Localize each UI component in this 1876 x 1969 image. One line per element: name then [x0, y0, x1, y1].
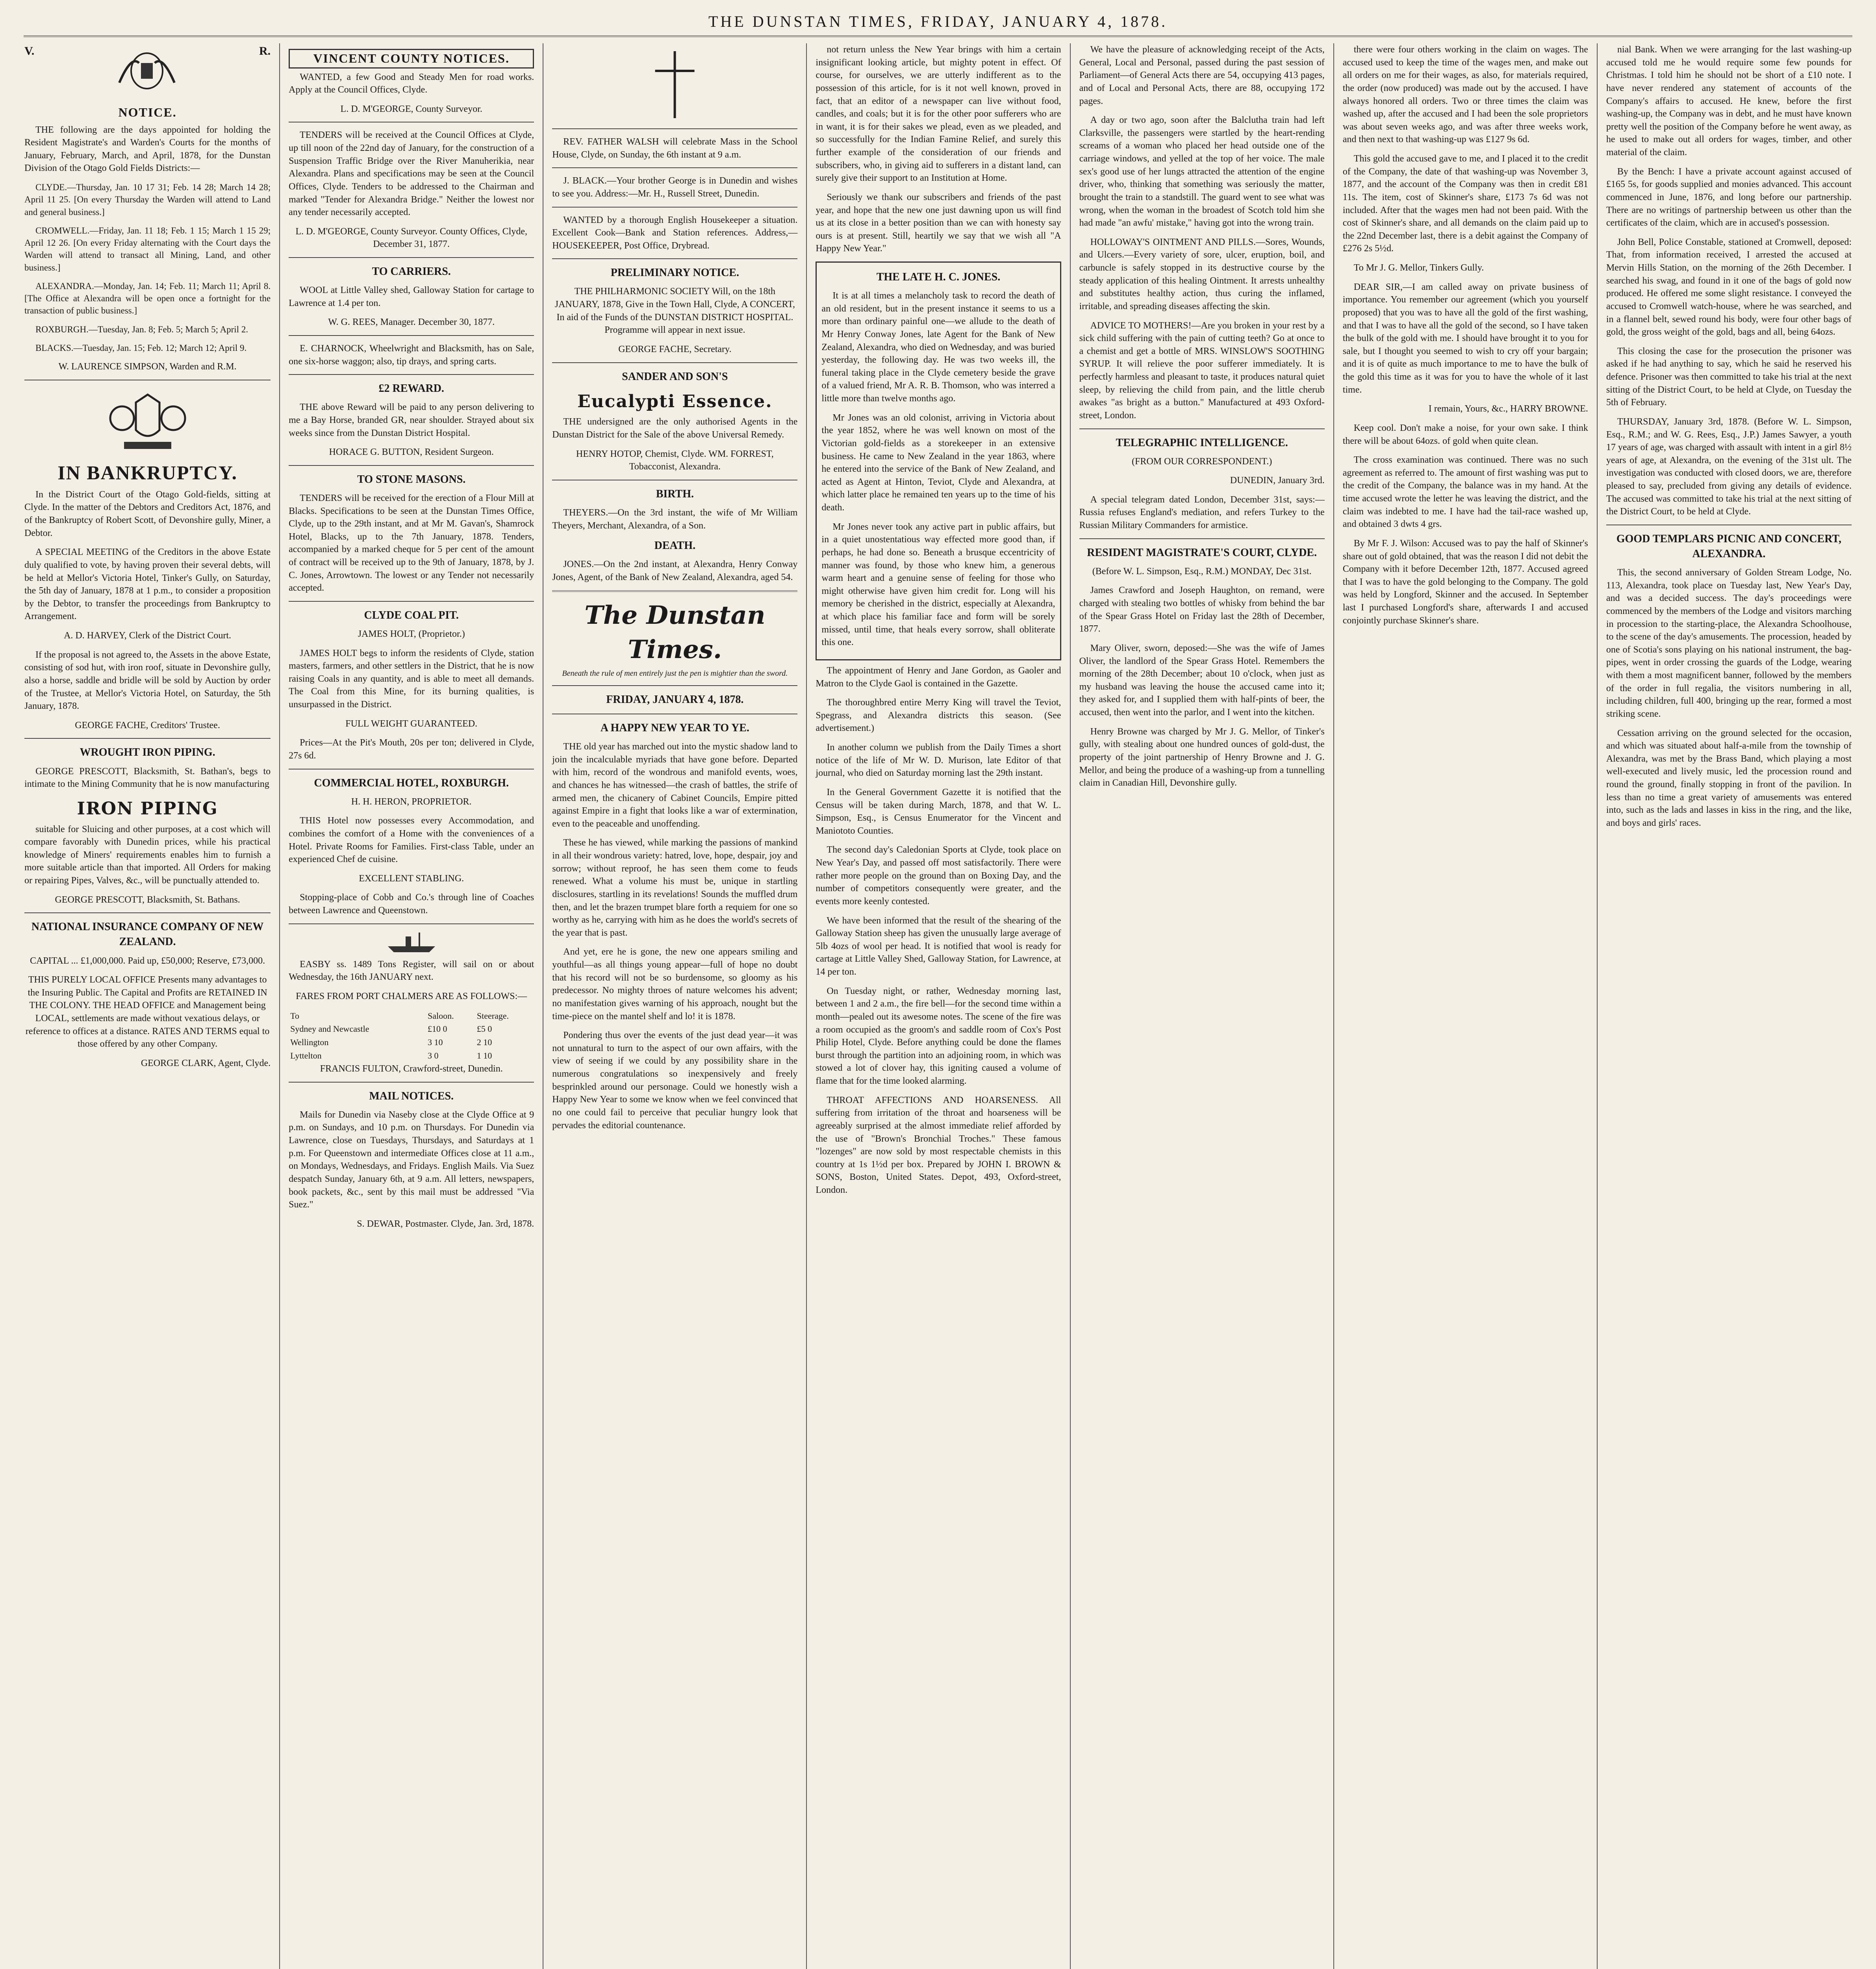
insurance-head: NATIONAL INSURANCE COMPANY OF NEW ZEALAND. — [31, 921, 264, 948]
iron-piping-body: GEORGE PRESCOTT, Blacksmith, St. Bathan's, begs to intimate to the Mining Community that he is now manufacturing — [24, 766, 271, 790]
iron-piping-head: WROUGHT IRON PIPING. — [80, 746, 215, 759]
schedule-cromwell: CROMWELL.—Friday, Jan. 11 18; Feb. 1 15; March 1 15 29; April 12 26. [On every Friday alternating with the Court days the Warden will attend to transact all Mining, Land, and other business.] — [24, 225, 271, 273]
bankruptcy-sale: If the proposal is not agreed to, the Assets in the above Estate, consisting of sod hut, with iron roof, situate in Devonshire gully, also a horse, saddle and bridle will be sold by Auction by order of the Trustee, at Mellor's Victoria Hotel, on Saturday, the 5th January, 1878. — [24, 649, 271, 712]
sander-big: Eucalypti Essence. — [577, 391, 773, 412]
fares-row — [289, 1036, 534, 1049]
telegraphic-date: DUNEDIN, January 3rd. — [1230, 475, 1325, 486]
telegraphic-body: A special telegram dated London, December 31st, says:— Russia refuses England's mediation, and refers Turkey to the Russian Military Commanders for armistice. — [1079, 494, 1325, 531]
birth-head: BIRTH. — [656, 488, 694, 500]
mail-body: Mails for Dunedin via Naseby close at the Clyde Office at 9 p.m. on Sundays, and 10 p.m. on Thursdays. For Dunedin via Lawrence, close on Tuesdays, Thursdays, and Saturdays at 1 p.m. For Queenstown and intermediate Offices close at 11 a.m., on Mondays, Wednesdays, and Fridays. English Mails. Via Suez despatch Sunday, January 6th, at 9 a.m. All letters, newspapers, book packets, &c., sent by this mail must be addressed "Via Suez." — [289, 1109, 534, 1210]
fares-cell: Wellington — [290, 1037, 329, 1048]
editorial-head: A HAPPY NEW YEAR TO YE. — [600, 721, 749, 734]
bankruptcy-trustee: GEORGE FACHE, Creditors' Trustee. — [75, 720, 220, 730]
hotel-body: THIS Hotel now possesses every Accommodation, and combines the comfort of a Home with the conveniences of a Hotel. Private Rooms for Families. First-class Table, under an experienced Chef de cuisine. — [289, 816, 534, 865]
mail-sign: S. DEWAR, Postmaster. Clyde, Jan. 3rd, 1878. — [357, 1218, 534, 1229]
templars-para: Cessation arriving on the ground selected for the occasion, and which was situated about half-a-mile from the township of Alexandra, was met by the Brass Band, which playing a most well-executed and lively music, led the procession round and round the ground, finally stopping in front of the pavilion. In less than no time a great variety of amusements was entered into, such as the lads and lasses in kiss in the ring, and the like, and boys and girls' races. — [1606, 728, 1852, 828]
fares-cell: 2 10 — [476, 1037, 492, 1048]
bridge-tenders: TENDERS will be received at the Council Offices at Clyde, up till noon of the 22nd day of January, for the construction of a Suspension Traffic Bridge over the River Manuherikia, near Alexandra. Plans and specifications may be seen at the Council Offices, Clyde. Tenders to be addressed to the Chairman and marked "Tender for Alexandra Bridge." Neither the lowest nor any tender necessarily accepted. — [289, 130, 534, 218]
news-para: THROAT AFFECTIONS AND HOARSENESS. All suffering from irritation of the throat and hoarseness will be agreeably surprised at the almost immediate relief afforded by the use of "Brown's Bronchial Troches." These famous "lozenges" are now sold by most respectable chemists in this country at 1s 1½d per box. Prepared by JOHN I. BROWN & SONS, Boston, United States. Depot, 493, Oxford-street, London. — [816, 1095, 1061, 1196]
vr-right: R. — [259, 44, 271, 57]
telegraphic-sub: (FROM OUR CORRESPONDENT.) — [1132, 456, 1272, 467]
hotel-stabling: EXCELLENT STABLING. — [359, 873, 464, 884]
reward-head: £2 REWARD. — [378, 382, 444, 395]
carriers-body: WOOL at Little Valley shed, Galloway Station for cartage to Lawrence at 1.4 per ton. — [289, 285, 534, 308]
reward-sign: HORACE G. BUTTON, Resident Surgeon. — [329, 447, 494, 458]
holloway-ad: HOLLOWAY'S OINTMENT AND PILLS.—Sores, Wounds, and Ulcers.—Every variety of sore, ulcer, eruption, boil, and carbuncle is safely stopped in its destructive course by the steady application of this healing Ointment. It arrests unhealthy and substitutes healthy action, thus curing the inflamed, irritable, and spreading diseases affecting the skin. — [1079, 237, 1325, 311]
court-para: This closing the case for the prosecution the prisoner was asked if he had anything to say, which he said he reserved his defence. Prisoner was then committed to take his trial at the next sitting of the District Court, to be held at Clyde, on Tuesday the 5th of February. — [1606, 346, 1852, 408]
carriers-head: TO CARRIERS. — [372, 265, 451, 278]
wanted-men-sign: L. D. M'GEORGE, County Surveyor. — [340, 104, 482, 114]
charnock-ad: E. CHARNOCK, Wheelwright and Blacksmith, has on Sale, one six-horse waggon; also, tip drays, and spring carts. — [289, 343, 534, 367]
column-4 — [806, 43, 1070, 1969]
bankruptcy-sign: A. D. HARVEY, Clerk of the District Court. — [64, 630, 232, 641]
jones-para: It is at all times a melancholy task to record the death of an old resident, but in the present instance it seems to us a more than ordinary painful one—we allude to the death of Mr Henry Conway Jones, late Agent for the Bank of New Zealand, Alexandra, who died on Wednesday, and was buried yesterday, the following day. He was two weeks ill, the funeral taking place in the Clyde cemetery beside the grave of a valued friend, Mr A. R. B. Thomson, who was interred a little more than twelve months ago. — [821, 291, 1055, 404]
hotel-coaches: Stopping-place of Cobb and Co.'s through line of Coaches between Lawrence and Queenstown. — [289, 892, 534, 916]
column-1 — [16, 43, 279, 1969]
news-para: In another column we publish from the Daily Times a short notice of the life of Mr W. D. Murison, late Editor of that journal, who died on Saturday morning last the 29th instant. — [816, 742, 1061, 779]
bridge-tenders-sign: L. D. M'GEORGE, County Surveyor. County Offices, Clyde, December 31, 1877. — [295, 226, 527, 250]
column-6 — [1333, 43, 1597, 1969]
vincent-section-title: VINCENT COUNTY NOTICES. — [289, 49, 534, 69]
fares-sign: FRANCIS FULTON, Crawford-street, Dunedin. — [320, 1064, 503, 1074]
bankruptcy-body: In the District Court of the Otago Gold-fields, sitting at Clyde. In the matter of the Debtors and Creditors Act, 1876, and of the Bankruptcy of Robert Scott, of Devonshire gully, Miner, a Debtor. — [24, 489, 271, 538]
preliminary-head: PRELIMINARY NOTICE. — [610, 267, 739, 279]
fares-header-row — [289, 1009, 534, 1023]
news-para: We have been informed that the result of the shearing of the Galloway Station sheep has given the unusually large average of 5lb 4ozs of wool per head. It is notified that wool is ready for cartage at Little Valley Shed, Galloway Station, for Lawrence, at 14 per ton. — [816, 915, 1061, 977]
news-para: The second day's Caledonian Sports at Clyde, took place on New Year's Day, and passed off most satisfactorily. There were rather more people on the ground than on Boxing Day, and the number of competitors consequently were greater, and the events more keenly contested. — [816, 845, 1061, 907]
mothers-ad: ADVICE TO MOTHERS!—Are you broken in your rest by a sick child suffering with the pain of cutting teeth? Go at once to a chemist and get a bottle of MRS. WINSLOW'S SOOTHING SYRUP. It will relieve the poor sufferer immediately. It is perfectly harmless and pleasant to taste, it produces natural quiet sleep, by relieving the child from pain, and the little cherub awakes "as bright as a button." Manufactured at 493 Oxford-street, London. — [1079, 320, 1325, 421]
editorial-continued: not return unless the New Year brings with him a certain insignificant looking article, but mighty potent in effect. Of course, for ourselves, we are utterly indifferent as to the possession of this article, for is it not well known, proved in fact, that an editor of a newspaper can live without food, candles, and coals; but it is for the other poor sufferers who are in want, it is for their sakes we plead, even as we pleaded, and so successfully for the Indian Famine Relief, and surely this further example of the consideration of our friends and subscribers, who, in giving aid to sufferers in a distant land, can surely give their support to an Institution at Home. — [816, 44, 1061, 184]
sander-body: THE undersigned are the only authorised Agents in the Dunstan District for the Sale of the above Universal Remedy. — [552, 417, 798, 440]
date-line: FRIDAY, JANUARY 4, 1878. — [606, 693, 744, 706]
iron-piping-big: IRON PIPING — [77, 798, 218, 819]
black-notice: J. BLACK.—Your brother George is in Dunedin and wishes to see you. Address:—Mr. H., Russell Street, Dunedin. — [552, 176, 798, 199]
paper-title: The Dunstan Times. — [584, 600, 766, 664]
templars-head: GOOD TEMPLARS PICNIC AND CONCERT, ALEXANDRA. — [1616, 532, 1842, 560]
fares-cell: £10 0 — [427, 1024, 447, 1034]
page-columns — [16, 43, 1860, 1969]
news-para: On Tuesday night, or rather, Wednesday morning last, between 1 and 2 a.m., the fire bell—for the second time within a month—pealed out its awesome notes. The scene of the fire was a room occupied as the groom's and saddle room of Cox's Post Philip Hotel, Clyde. Before anything could be done the flames burst through the partition into an adjoining room, in which was stowed a lot of clover hay, this igniting caused a volume of flame that for the time looked alarming. — [816, 986, 1061, 1086]
father-walsh-notice: REV. FATHER WALSH will celebrate Mass in the School House, Clyde, on Sunday, the 6th instant at 9 a.m. — [552, 137, 798, 160]
jones-obituary — [816, 261, 1061, 660]
insurance-sign: GEORGE CLARK, Agent, Clyde. — [141, 1058, 271, 1068]
fares-head: FARES FROM PORT CHALMERS ARE AS FOLLOWS:— — [296, 991, 527, 1001]
fares-cell: £5 0 — [476, 1024, 492, 1034]
fares-cell: 1 10 — [476, 1051, 492, 1061]
court-para: Mary Oliver, sworn, deposed:—She was the wife of James Oliver, the landlord of the Spear Grass Hotel. Remembers the morning of the 28th December; about 10 o'clock, when just as my husband was leaving the house the accused came into it; they asked for, and I supplied them with half-pints of beer, the accused, then went into the parlor, and I went into the kitchen. — [1079, 643, 1325, 718]
hotel-sub: H. H. HERON, PROPRIETOR. — [351, 796, 472, 807]
fares-cell: 3 10 — [427, 1037, 443, 1048]
mail-head: MAIL NOTICES. — [369, 1090, 454, 1102]
templars-para: This, the second anniversary of Golden Stream Lodge, No. 113, Alexandra, took place on Tuesday last, New Year's Day, and was a decided success. The day's proceedings were commenced by the members of the Lodge and visitors marching in procession to the starting-place, the Alexandra Schoolhouse, to the scene of the day's amusements. The procession, headed by one of Scotia's sons playing on his national instrument, the bag-pipes, went in order crossing the guards of the Lodge, wearing with them a most magnificent banner, followed by the members of the order in full regalia, the visitors numbering in all, including children, full 400, bringing up the rear, formed a most striking scene. — [1606, 567, 1852, 719]
fares-col-to: To — [290, 1010, 300, 1021]
editorial-closing: Seriously we thank our subscribers and friends of the past year, and hope that the new one just dawning upon us will find us at its close in a better position than we can with honesty say ours is at present. Still, heartily we say that we wish all "A Happy New Year." — [816, 192, 1061, 254]
jones-head: THE LATE H. C. JONES. — [876, 271, 1001, 283]
news-para: The thoroughbred entire Merry King will travel the Teviot, Spegrass, and Alexandra districts this season. (See advertisement.) — [816, 697, 1061, 734]
death-body: JONES.—On the 2nd instant, at Alexandra, Henry Conway Jones, Agent, of the Bank of New Zealand, Alexandra, aged 54. — [552, 559, 798, 583]
court-sub: (Before W. L. Simpson, Esq., R.M.) MONDAY, Dec 31st. — [1092, 566, 1312, 577]
letter-body: DEAR SIR,—I am called away on private business of importance. You remember our agreement (which you yourself proposed) that you was to have all the gold of the first washing, and that I was to have all the gold of the second, so I have taken the bulk of the gold with me. I should have brought it to you for sale, but I thought you seemed to wish to cry off your bargain; and it is of quite as much importance to me to have the bulk of the gold this time as it was for you to have the whole of it last time. — [1342, 282, 1588, 395]
masthead-title: THE DUNSTAN TIMES, FRIDAY, JANUARY 4, 1878. — [708, 13, 1168, 30]
carriers-sign: W. G. REES, Manager. December 30, 1877. — [328, 317, 495, 328]
philharmonic-body: THE PHILHARMONIC SOCIETY Will, on the 18th JANUARY, 1878, Give in the Town Hall, Clyde, A CONCERT, In aid of the Funds of the DUNSTAN DISTRICT HOSPITAL. Programme will appear in next issue. — [554, 286, 795, 336]
stone-masons-body: TENDERS will be received for the erection of a Flour Mill at Blacks. Specifications to be seen at the Dunstan Times Office, Clyde, up to the 29th instant, and at Mr M. Gavan's, Shamrock Hotel, Blacks, up to the 7th January, 1878. Tenders, accompanied by a marked cheque for 5 per cent of the amount of contract will be received up to the 9th of January, 1878, by J. C. Jones, Arrowtown. The lowest or any Tender not necessarily accepted. — [289, 493, 534, 593]
coal-pit-head: CLYDE COAL PIT. — [364, 609, 459, 621]
fares-col-saloon: Saloon. — [427, 1010, 454, 1021]
schedule-clyde: CLYDE.—Thursday, Jan. 10 17 31; Feb. 14 28; March 14 28; April 11 25. [On every Thursday the Warden will attend to Land and general business.] — [24, 182, 271, 217]
letter-ps: Keep cool. Don't make a noise, for your own sake. I think there will be about 64ozs. of gold when quite clean. — [1342, 423, 1588, 446]
fares-cell: 3 0 — [427, 1051, 439, 1061]
news-para: The appointment of Henry and Jane Gordon, as Gaoler and Matron to the Clyde Gaol is contained in the Gazette. — [816, 665, 1061, 689]
schedule-blacks: BLACKS.—Tuesday, Jan. 15; Feb. 12; March 12; April 9. — [35, 343, 247, 353]
royal-arms-icon — [24, 387, 271, 454]
philharmonic-sign: GEORGE FACHE, Secretary. — [618, 344, 732, 354]
column-3 — [543, 43, 806, 1969]
court-para: By Mr F. J. Wilson: Accused was to pay the half of Skinner's share out of gold obtained, that was the reason I did not debit the Company with it before December 12th, 1877. Accused agreed that I was to have the gold belonging to the Company. The gold was held by Longford, Skinner and the accused. In September last I purchased Longford's share, afterwards I and accused conjointly purchase Skinner's share. — [1342, 538, 1588, 626]
schedule-alexandra: ALEXANDRA.—Monday, Jan. 14; Feb. 11; March 11; April 8. [The Office at Alexandra will be open once a fortnight for the transaction of public business.] — [24, 281, 271, 316]
masthead — [24, 8, 1852, 37]
hotel-head: COMMERCIAL HOTEL, ROXBURGH. — [314, 777, 509, 789]
cross-icon — [552, 43, 797, 122]
fares-row — [289, 1049, 534, 1062]
news-para: We have the pleasure of acknowledging receipt of the Acts, General, Local and Personal, passed during the past session of Parliament—of General Acts there are 54, occupying 413 pages, and of Local and Personal Acts, there are 88, occupying 172 pages. — [1079, 44, 1325, 106]
editorial-para: Pondering thus over the events of the just dead year—it was not unnatural to turn to the aspect of our own affairs, with the view of seeing if we could by any possibility share in the numerous congratulations so inexpensively and freely besprinkled around our personage. Could we honestly wish a Happy New Year to some we know when we feel convinced that no one could fail to perceive that peculiar hungry look that pervades the editorial countenance. — [552, 1030, 798, 1131]
ship-ad: EASBY ss. 1489 Tons Register, will sail on or about Wednesday, the 16th JANUARY next. — [289, 959, 534, 983]
sander-head: SANDER AND SON'S — [622, 370, 728, 383]
fares-cell: Lyttelton — [290, 1051, 322, 1061]
sander-sign: HENRY HOTOP, Chemist, Clyde. WM. FORREST, Tobacconist, Alexandra. — [576, 449, 774, 472]
court-para: By the Bench: I have a private account against accused of £165 5s, for goods supplied and monies advanced. This account commenced in June, 1876, and long before our partnership. There are no writings of partnership between us other than the certificates of the claim, which are in accused's possession. — [1606, 166, 1852, 228]
editorial-para: These he has viewed, while marking the passions of mankind in all their wondrous variety: hatred, love, hope, despair, joy and sorrow; without reproof, he has seen them come to feuds renewed. What a volume his must be, unique in startling disclosures, startling in its revelations! Sounds the muffled drum then, and let the brazen trumpet blare forth a requiem for one so worthy as he, carrying with him as he does the world's secrets of the year that is past. — [552, 838, 798, 938]
fares-row — [289, 1022, 534, 1036]
coal-pit-prices: Prices—At the Pit's Mouth, 20s per ton; delivered in Clyde, 27s 6d. — [289, 738, 534, 761]
news-para: In the General Government Gazette it is notified that the Census will be taken during March, 1878, and that W. L. Simpson, Esq., is Census Enumerator for the Vincent and Maniototo Counties. — [816, 787, 1061, 836]
birth-body: THEYERS.—On the 3rd instant, the wife of Mr William Theyers, Merchant, Alexandra, of a Son. — [552, 508, 798, 531]
court-para: This gold the accused gave to me, and I placed it to the credit of the Company, the date of that washing-up was November 3, 1877, and the account of the Company was then in credit £81 11s. The item, cost of Skinner's share, £173 7s 6d was not included. After that the wages men had not been paid. With the cost of Skinner's share, and all demands on the claim paid up to the 22nd December last, there is a debit against the Company of £276 2s 5½d. — [1342, 154, 1588, 254]
steamship-icon — [289, 931, 534, 954]
column-5 — [1070, 43, 1333, 1969]
editorial-para: And yet, ere he is gone, the new one appears smiling and youthful—as all things young appear—full of hope no doubt that his record will not be so burdensome, so gloomy as his predecessor. No mighty throes of nature welcomes his advent; no manifestation gives warning of his approach, nought but the time-piece on the mantel shelf and lo! it is 1878. — [552, 947, 798, 1022]
bankruptcy-title: IN BANKRUPTCY. — [57, 461, 237, 484]
court-para: James Crawford and Joseph Haughton, on remand, were charged with stealing two bottles of whisky from behind the bar of the Spear Grass Hotel on Friday last the 28th of December, 1877. — [1079, 585, 1325, 634]
coal-pit-weight: FULL WEIGHT GUARANTEED. — [345, 718, 478, 729]
vr-header — [24, 43, 271, 98]
fares-col-steerage: Steerage. — [476, 1010, 509, 1021]
court-para: John Bell, Police Constable, stationed at Cromwell, deposed: That, from information received, I arrested the accused at Mervin Hills Station, on the morning of the 26th December. I searched his swag, and found in it one of the bags of gold now produced. He offered me some slight resistance. I conveyed the accused to Cromwell watch-house, where he was searched, and in a flannel belt, sewed round his body, were four other bags of gold, the gross weight of the gold, bags and all, being 64ozs. — [1606, 237, 1852, 337]
notice-body: THE following are the days appointed for holding the Resident Magistrate's and Warden's Courts for the months of January, February, March, and April, 1878, for the Dunstan Division of the Otago Gold Fields Districts:— — [24, 124, 271, 174]
letter-head: To Mr J. G. Mellor, Tinkers Gully. — [1353, 263, 1484, 273]
court-para: there were four others working in the claim on wages. The accused used to keep the time of the wages men, and make out all orders on me for their wages, as also, for materials required, the order (now produced) was made out by the accused. I have always honored all orders. Two or three times the claim was washed up, after the accused and I had been the sole proprietors was about seven weeks ago, and was after three weeks work, and then next to that washing-up was £127 9s 6d. — [1342, 44, 1588, 145]
paper-motto: Beneath the rule of men entirely just the pen is mightier than the sword. — [562, 669, 788, 678]
vr-left: V. — [24, 44, 35, 57]
schedule-roxburgh: ROXBURGH.—Tuesday, Jan. 8; Feb. 5; March 5; April 2. — [35, 324, 248, 334]
iron-piping-body-2: suitable for Sluicing and other purposes, at a cost which will compare favorably with Dunedin prices, while his practical knowledge of Miners' requirements enables him to furnish a more suitable article than that imported. All Orders for making or repairing Pipes, Valves, &c., will be punctually attended to. — [24, 824, 271, 886]
wanted-men: WANTED, a few Good and Steady Men for road works. Apply at the Council Offices, Clyde. — [289, 72, 534, 95]
column-2 — [279, 43, 543, 1969]
insurance-body: THIS PURELY LOCAL OFFICE Presents many advantages to the Insuring Public. The Capital and Profits are RETAINED IN THE COLONY. THE HEAD OFFICE and Management being LOCAL, settlements are made without vexatious delays, or reference to offices at a distance. RATES AND TERMS equal to those offered by any other Company. — [25, 975, 270, 1049]
court-para: Henry Browne was charged by Mr J. G. Mellor, of Tinker's gully, with stealing about one hundred ounces of gold-dust, the property of the joint partnership of Henry Browne and J. G. Mellor, and being the produce of a washing-up from a tunnelling claim in Canadian Hill, Devonshire gully. — [1079, 726, 1325, 788]
coat-of-arms-icon — [108, 47, 186, 95]
telegraphic-head: TELEGRAPHIC INTELLIGENCE. — [1116, 436, 1288, 449]
stone-masons-head: TO STONE MASONS. — [357, 473, 466, 486]
court-head: RESIDENT MAGISTRATE'S COURT, CLYDE. — [1087, 546, 1317, 559]
reward-body: THE above Reward will be paid to any person delivering to me a Bay Horse, branded GR, near shoulder. Strayed about six weeks since from the Dunstan District Hospital. — [289, 402, 534, 438]
fares-table — [289, 1009, 534, 1063]
death-head: DEATH. — [654, 540, 696, 552]
court-para: nial Bank. When we were arranging for the last washing-up accused told me he would require some few pounds for Christmas. I told him he should not be short of a £10 note. I have never rendered any statement of accounts of the Company's affairs to accused. He knew, before the first washing-up, the Company was in debt, and he must have known pretty well the position of the Company before he went away, as he used to make out all orders for wages, timber, and other material of the claim. — [1606, 44, 1852, 158]
iron-piping-sign: GEORGE PRESCOTT, Blacksmith, St. Bathans. — [55, 894, 240, 905]
column-7 — [1597, 43, 1860, 1969]
editorial-para: THE old year has marched out into the mystic shadow land to join the incalculable myriads that have gone before. Departed with him, record of the wondrous and manifold events, woes, and chances he has witnessed—the crash of battles, the strife of armed men, the chicanery of Cabinet Councils, Empire pitted against Empire in a fight that looks like a war of extermination, even to the peaceable and unoffending. — [552, 742, 798, 829]
fares-cell: Sydney and Newcastle — [290, 1024, 369, 1034]
notice-signature: W. LAURENCE SIMPSON, Warden and R.M. — [58, 362, 237, 372]
insurance-capital: CAPITAL ... £1,000,000. Paid up, £50,000; Reserve, £73,000. — [30, 955, 265, 966]
coal-pit-sub: JAMES HOLT, (Proprietor.) — [358, 629, 465, 639]
coal-pit-body: JAMES HOLT begs to inform the residents of Clyde, station masters, farmers, and other settlers in the District, that he is now raising Coals in any quantity, and is able to meet all demands. The Coal from this Mine, for its burning qualities, is unsurpassed in the District. — [289, 648, 534, 710]
news-para: A day or two ago, soon after the Balclutha train had left Clarksville, the passengers were startled by the heart-rending screams of a woman who placed her head outside one of the carriage windows, and yelled at the top of her voice. The male sex's good use of her lungs attracted the attention of the engine driver, who, thinking that something was seriously the matter, brought the train to a standstill. The guard went to see what was wrong, when the woman in the broadest of Scotch told him she had made "an awfu' mistake," having got into the wrong train. — [1079, 115, 1325, 228]
bankruptcy-meeting: A SPECIAL MEETING of the Creditors in the above Estate duly qualified to vote, by having proven their several debts, will be held at Mellor's Victoria Hotel, Tinker's Gully, on Saturday, the 5th day of January, 1878 at 1 p.m., to consider a proposition by the Debtor, to transfer the proceedings from Bankruptcy to Arrangement. — [24, 547, 271, 622]
notice-title: NOTICE. — [118, 105, 177, 119]
court-para: The cross examination was continued. There was no such agreement as referred to. The amount of first washing was put to the credit of the Company, the balance was in my hand. At the time accused wrote the letter he was leaving the district, and the claim was indebted to me. I have had the tail-race washed up, and obtained 3 dwts 4 grs. — [1342, 455, 1588, 530]
jones-para: Mr Jones was an old colonist, arriving in Victoria about the year 1852, where he was well known on most of the Victorian gold-fields as a storekeeper in an extensive business. He came to New Zealand in the year 1863, where he entered into the service of the Bank of New Zealand, and acted as Agent at Hinton, Teviot, Clyde and Alexandra, at which latter place he remained ten years up to the time of his death. — [821, 412, 1055, 513]
jones-para: Mr Jones never took any active part in public affairs, but in a quiet unostentatious way effected more good than, if perhaps, he had done so. Beneath a brusque eccentricity of manner was found, by those who knew him, a generous warm heart and a genuine sense of feeling for those who might otherwise have given him credit for. Long will his memory be cherished in the district, especially at Alexandra, at which place his familiar face and form will be sorely missed, until time, that heals every sorrow, shall obliterate this one. — [821, 521, 1055, 648]
letter-close: I remain, Yours, &c., HARRY BROWNE. — [1428, 404, 1588, 414]
court-para: THURSDAY, January 3rd, 1878. (Before W. L. Simpson, Esq., R.M.; and W. G. Rees, Esq., J.P.) James Sawyer, a youth 17 years of age, was charged with assault with intent in a girl 8½ years of age, at Alexandra, on the evening of the 31st ult. The investigation was conducted with closed doors, we are, therefore pleased to say, precluded from giving any details of evidence. The accused was committed to take his trial at the next sitting of the District Court, to be held at Clyde. — [1606, 416, 1852, 517]
housekeeper-wanted: WANTED by a thorough English Housekeeper a situation. Excellent Cook—Bank and Station references. Address,—HOUSEKEEPER, Post Office, Drybread. — [552, 215, 798, 251]
